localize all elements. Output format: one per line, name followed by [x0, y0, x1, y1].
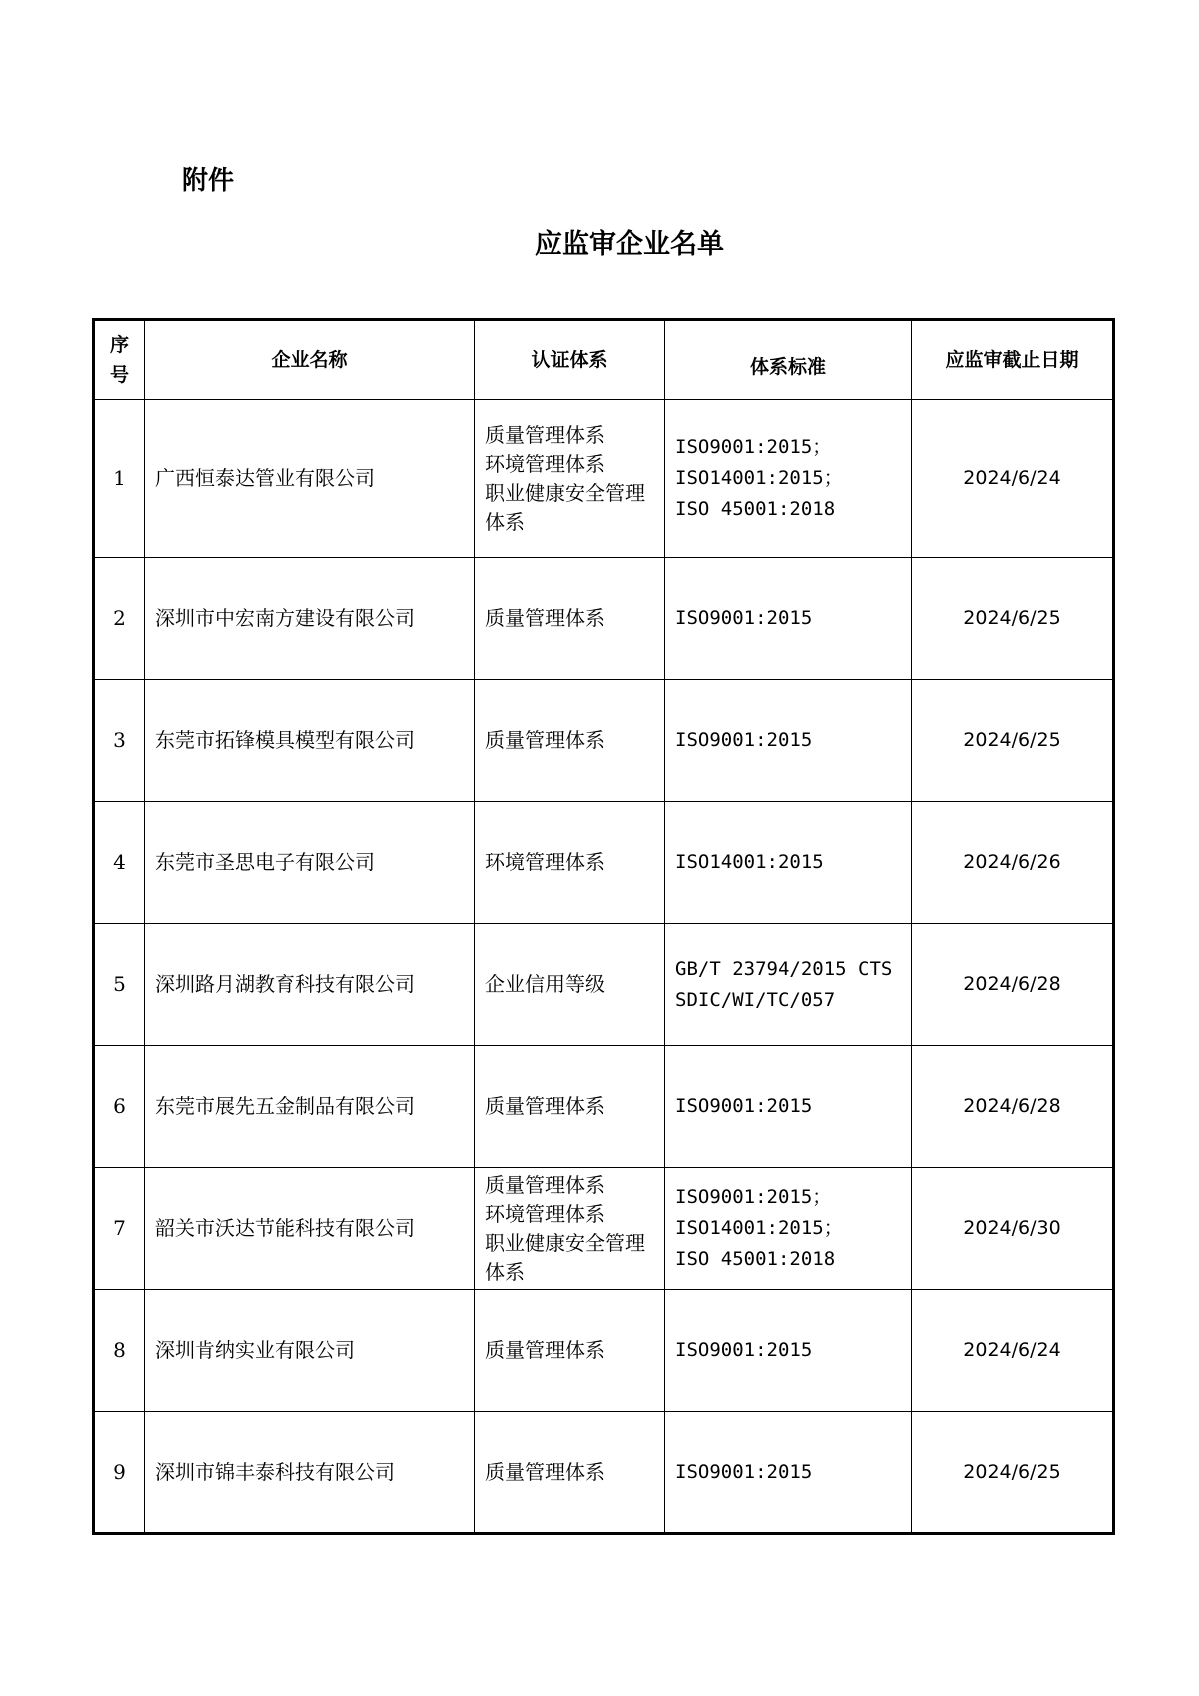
certification-system [475, 924, 665, 1046]
standard-line: ISO9001:2015 [675, 729, 813, 751]
row-number: 5 [94, 924, 145, 1046]
audit-deadline: 2024/6/30 [912, 1168, 1114, 1290]
system-standard [665, 1168, 912, 1290]
company-name: 广西恒泰达管业有限公司 [145, 400, 475, 558]
company-name: 东莞市拓锋模具模型有限公司 [145, 680, 475, 802]
standard-line: SDIC/WI/TC/057 [675, 988, 836, 1011]
standard-line: ISO14001:2015 [675, 851, 824, 873]
row-number: 1 [94, 400, 145, 558]
company-name: 深圳市锦丰泰科技有限公司 [145, 1412, 475, 1534]
system-standard [665, 558, 912, 680]
certification-system [475, 1290, 665, 1412]
table-row [94, 1412, 1114, 1534]
system-line: 质量管理体系 [485, 728, 605, 752]
row-number: 8 [94, 1290, 145, 1412]
audit-deadline: 2024/6/25 [912, 1412, 1114, 1534]
audit-deadline: 2024/6/28 [912, 1046, 1114, 1168]
system-standard [665, 1046, 912, 1168]
company-name: 韶关市沃达节能科技有限公司 [145, 1168, 475, 1290]
audit-deadline: 2024/6/26 [912, 802, 1114, 924]
audit-deadline: 2024/6/25 [912, 680, 1114, 802]
row-number: 6 [94, 1046, 145, 1168]
certification-system [475, 400, 665, 558]
company-name: 深圳市中宏南方建设有限公司 [145, 558, 475, 680]
header-deadline: 应监审截止日期 [912, 320, 1114, 400]
system-line: 质量管理体系 [485, 1459, 605, 1484]
system-standard [665, 802, 912, 924]
standard-line: ISO9001:2015； [675, 1186, 832, 1208]
table-row [94, 400, 1114, 558]
company-name: 东莞市圣思电子有限公司 [145, 802, 475, 924]
audit-deadline: 2024/6/28 [912, 924, 1114, 1046]
table-body [94, 400, 1114, 1534]
standard-line: ISO 45001:2018 [675, 498, 836, 520]
table-row [94, 802, 1114, 924]
row-number: 2 [94, 558, 145, 680]
row-number: 9 [94, 1412, 145, 1534]
system-line: 质量管理体系 [485, 1094, 605, 1118]
certification-system [475, 1168, 665, 1290]
system-standard [665, 1290, 912, 1412]
standard-line: ISO14001:2015； [675, 467, 843, 489]
table-header-row [94, 320, 1114, 400]
table-row [94, 680, 1114, 802]
header-no [94, 320, 145, 400]
table-row [94, 1046, 1114, 1168]
table-row [94, 1168, 1114, 1290]
company-table [92, 318, 1115, 1535]
system-line: 环境管理体系 [485, 451, 605, 476]
certification-system [475, 1412, 665, 1534]
table-row [94, 558, 1114, 680]
system-line: 职业健康安全管理体系 [485, 480, 645, 534]
company-name: 深圳路月湖教育科技有限公司 [145, 924, 475, 1046]
audit-deadline: 2024/6/25 [912, 558, 1114, 680]
standard-line: ISO9001:2015 [675, 1339, 813, 1361]
header-company: 企业名称 [145, 320, 475, 400]
system-line: 质量管理体系 [485, 606, 605, 630]
company-name: 东莞市展先五金制品有限公司 [145, 1046, 475, 1168]
table-row [94, 1290, 1114, 1412]
certification-system [475, 802, 665, 924]
system-standard [665, 400, 912, 558]
system-line: 环境管理体系 [485, 1201, 605, 1226]
system-line: 质量管理体系 [485, 1172, 605, 1197]
row-number: 4 [94, 802, 145, 924]
system-standard [665, 924, 912, 1046]
standard-line: ISO9001:2015； [675, 436, 832, 458]
standard-line: ISO9001:2015 [675, 1460, 813, 1483]
system-line: 质量管理体系 [485, 1338, 605, 1362]
certification-system [475, 680, 665, 802]
audit-deadline: 2024/6/24 [912, 1290, 1114, 1412]
table-row [94, 924, 1114, 1046]
row-number: 7 [94, 1168, 145, 1290]
standard-line: ISO14001:2015； [675, 1217, 843, 1239]
header-system: 认证体系 [475, 320, 665, 400]
attachment-label: 附件 [182, 166, 235, 196]
header-no-line1: 序 [109, 334, 129, 356]
standard-line: ISO9001:2015 [675, 1095, 813, 1117]
standard-line: GB/T 23794/2015 CTS [675, 957, 893, 980]
system-line: 环境管理体系 [485, 850, 605, 874]
header-standard: 体系标准 [665, 320, 912, 400]
system-line: 职业健康安全管理体系 [485, 1230, 645, 1284]
system-line: 质量管理体系 [485, 422, 605, 447]
row-number: 3 [94, 680, 145, 802]
certification-system [475, 558, 665, 680]
certification-system [475, 1046, 665, 1168]
audit-deadline: 2024/6/24 [912, 400, 1114, 558]
system-standard [665, 680, 912, 802]
system-standard [665, 1412, 912, 1534]
company-name: 深圳肯纳实业有限公司 [145, 1290, 475, 1412]
standard-line: ISO9001:2015 [675, 607, 813, 629]
document-title: 应监审企业名单 [535, 229, 724, 260]
system-line: 企业信用等级 [485, 972, 605, 996]
header-no-line2: 号 [109, 364, 129, 386]
standard-line: ISO 45001:2018 [675, 1248, 836, 1270]
